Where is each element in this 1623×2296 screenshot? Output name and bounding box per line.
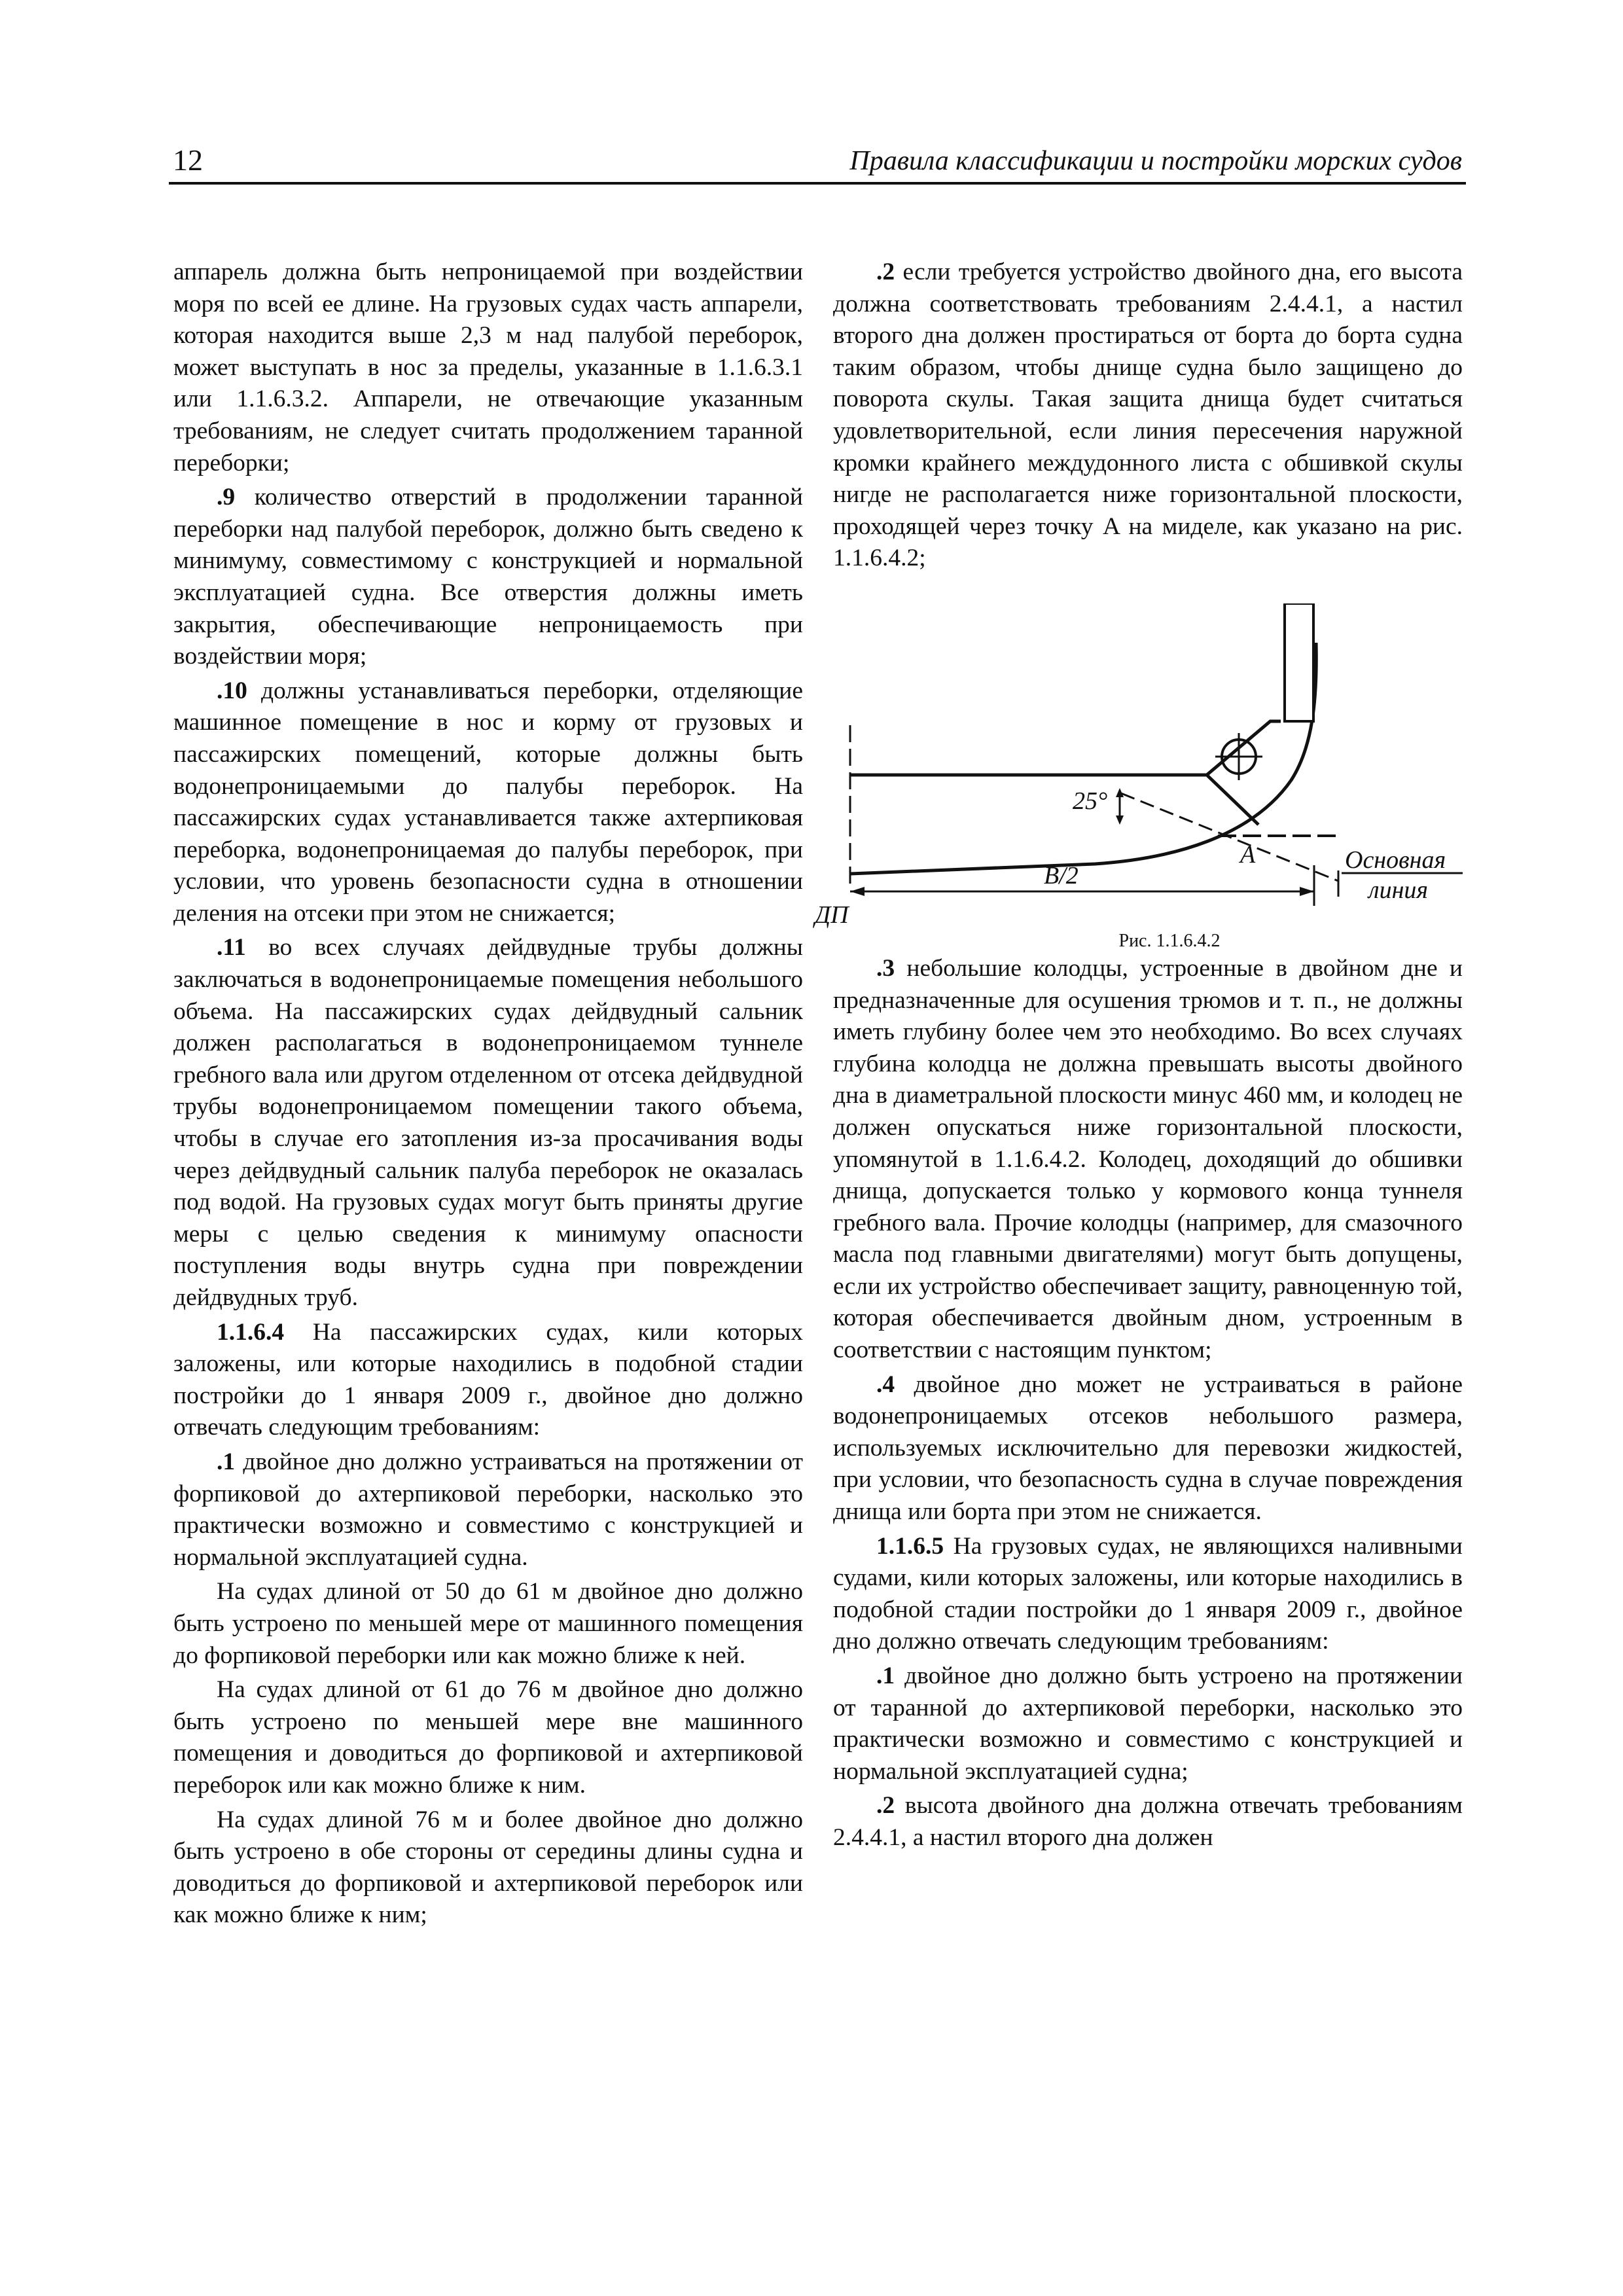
angle-label: 25° xyxy=(1073,787,1108,815)
paragraph xyxy=(833,1790,1463,1854)
baseline-label-1: Основная xyxy=(1345,846,1446,874)
paragraph xyxy=(173,1576,803,1672)
point-a-label: A xyxy=(1240,840,1256,869)
paragraph xyxy=(173,932,803,1314)
angle-arrow-down xyxy=(1116,816,1124,825)
left-column xyxy=(173,257,803,1931)
inner-bottom-plating xyxy=(850,721,1281,775)
paragraph-text: На пассажирских судах, кили которых заложены, или которые находились в подобной стадии постройки до 1 января 2009 г., двойное дно должно отвечать следующим требованиям: xyxy=(173,1318,803,1441)
paragraph-text: На грузовых судах, не являющихся наливными судами, кили которых заложены, или которые находились в подобной стадии постройки до 1 января 2009 г., двойное дно должно отвечать следующим требованиям: xyxy=(833,1532,1463,1655)
figure-caption: Рис. 1.1.6.4.2 xyxy=(1118,930,1221,951)
paragraph-text: На судах длиной от 61 до 76 м двойное дно должно быть устроено по меньшей мере вне машинного помещения и доводиться до форпиковой и ахтерпиковой переборок или как можно ближе к ним. xyxy=(173,1676,803,1799)
paragraph xyxy=(833,1369,1463,1528)
right-column-bottom xyxy=(833,953,1463,1854)
paragraph xyxy=(173,1804,803,1931)
paragraph-text: количество отверстий в продолжении таранной переборки над палубой переборок, должно быть сведено к минимуму, совместимому с конструкцией и нормальной эксплуатацией судна. Все отверстия должны иметь закрытия, обеспечивающие непроницаемость при воздействии моря; xyxy=(173,484,803,670)
paragraph xyxy=(173,675,803,930)
paragraph xyxy=(833,1531,1463,1658)
paragraph-number: 1.1.6.5 xyxy=(876,1532,944,1560)
page-header xyxy=(169,143,1466,185)
paragraph xyxy=(173,1446,803,1573)
paragraph-text: двойное дно должно устраиваться на протяжении от форпиковой до ахтерпиковой переборки, насколько это практически возможно и совместимо с конструкцией и нормальной эксплуатацией судна. xyxy=(173,1448,803,1571)
paragraph-text: двойное дно должно быть устроено на протяжении от таранной до ахтерпиковой переборки, насколько это практически возможно и совместимо с конструкцией и нормальной эксплуатацией судна; xyxy=(833,1662,1463,1785)
paragraph-text: небольшие колодцы, устроенные в двойном дне и предназначенные для осушения трюмов и т. п., не должны иметь глубину более чем это необходимо. Во всех случаях глубина колодца не должна превышать высоты двойного дна в диаметральной плоскости минус 460 мм, и колодец не должен опускаться ниже горизонтальной плоскости, упомянутой в 1.1.6.4.2. Колодец, доходящий до обшивки днища, допускается только у кормового конца туннеля гребного вала. Прочие колодцы (например, для смазочного масла под главными двигателями) могут быть допущены, если их устройство обеспечивает защиту, равноценную той, которая обеспечивается двойным дном, устроенным в соответствии с настоящим пунктом; xyxy=(833,954,1463,1364)
paragraph-number: .1 xyxy=(217,1448,236,1475)
paragraph xyxy=(173,257,803,479)
page-number: 12 xyxy=(173,143,203,177)
margin-plate xyxy=(1207,775,1258,825)
paragraph-number: .9 xyxy=(217,484,236,511)
paragraph-text: На судах длиной 76 м и более двойное дно должно быть устроено в обе стороны от середины длины судна и доводиться до форпиковой и ахтерпиковой переборок или как можно ближе к ним; xyxy=(173,1806,803,1929)
paragraph xyxy=(173,1674,803,1801)
paragraph-text: На судах длиной от 50 до 61 м двойное дно должно быть устроено по меньшей мере от машинного помещения до форпиковой переборки или как можно ближе к ней. xyxy=(173,1578,803,1669)
paragraph-text: аппарель должна быть непроницаемой при воздействии моря по всей ее длине. На грузовых судах часть аппарели, которая находится выше 2,3 м над палубой переборок, может выступать в нос за пределы, указанные в 1.1.6.3.1 или 1.1.6.3.2. Аппарели, не отвечающие указанным требованиям, не следует считать продолжением таранной переборки; xyxy=(173,259,803,476)
baseline-label-2: линия xyxy=(1368,876,1429,904)
right-column-top xyxy=(833,257,1463,575)
paragraph xyxy=(173,482,803,673)
paragraph-number: .11 xyxy=(217,934,246,961)
paragraph-text: во всех случаях дейдвудные трубы должны заключаться в водонепроницаемые помещения небольшого объема. На пассажирских судах дейдвудный сальник должен располагаться в водонепроницаемом туннеле гребного вала или другом отделенном от отсека дейдвудной трубы водонепроницаемом помещении такого объема, чтобы в случае его затопления из-за просачивания воды через дейдвудный сальник палуба переборок не оказалась под водой. На грузовых судах могут быть приняты другие меры с целью сведения к минимуму опасности поступления воды внутрь судна при повреждении дейдвудных труб. xyxy=(173,934,803,1311)
right-column xyxy=(815,257,1463,1854)
paragraph-number: .2 xyxy=(876,1792,895,1820)
paragraph-number: 1.1.6.4 xyxy=(217,1318,285,1346)
dimension-label: B/2 xyxy=(1044,861,1079,889)
dimension-arrow-left xyxy=(850,887,865,896)
paragraph-number: .1 xyxy=(876,1662,895,1689)
paragraph-number: .3 xyxy=(876,954,895,982)
paragraph xyxy=(173,1317,803,1444)
running-title: Правила классификации и постройки морских судов xyxy=(849,146,1462,176)
paragraph-text: если требуется устройство двойного дна, его высота должна соответствовать требованиям 2.4.4.1, а настил второго дна должен простираться от борта до борта судна таким образом, чтобы днище судна было защищено до поворота скулы. Такая защита днища будет считаться удовлетворительной, если линия пересечения наружной кромки крайнего междудонного листа с обшивкой скулы нигде не располагается ниже горизонтальной плоскости, проходящей через точку A на миделе, как указано на рис. 1.1.6.4.2; xyxy=(833,259,1463,572)
centerline-label: ДП xyxy=(815,901,849,929)
paragraph-text: высота двойного дна должна отвечать требованиям 2.4.4.1, а настил второго дна должен xyxy=(833,1792,1463,1851)
figure-1-1-6-4-2 xyxy=(815,603,1463,929)
paragraph xyxy=(833,1660,1463,1787)
angle-arrow-up xyxy=(1116,788,1124,797)
paragraph-number: .2 xyxy=(876,259,895,285)
dimension-arrow-right xyxy=(1300,887,1314,896)
shell-plating xyxy=(850,643,1316,874)
paragraph-number: .4 xyxy=(876,1371,895,1398)
paragraph xyxy=(833,257,1463,575)
side-frame xyxy=(1285,603,1313,721)
paragraph-number: .10 xyxy=(217,677,247,704)
paragraph-text: должны устанавливаться переборки, отделяющие машинное помещение в нос и корму от грузовых и пассажирских помещений, которые должны быть водонепроницаемыми до палубы переборок. На пассажирских судах устанавливается также ахтерпиковая переборка, водонепроницаемая до палубы переборок, при условии, что уровень безопасности судна в отношении деления на отсеки при этом не снижается; xyxy=(173,677,803,927)
paragraph xyxy=(833,953,1463,1367)
paragraph-text: двойное дно может не устраиваться в районе водонепроницаемых отсеков небольшого размера, используемых исключительно для перевозки жидкостей, при условии, что безопасность судна в случае повреждения днища или борта при этом не снижается. xyxy=(833,1371,1463,1526)
